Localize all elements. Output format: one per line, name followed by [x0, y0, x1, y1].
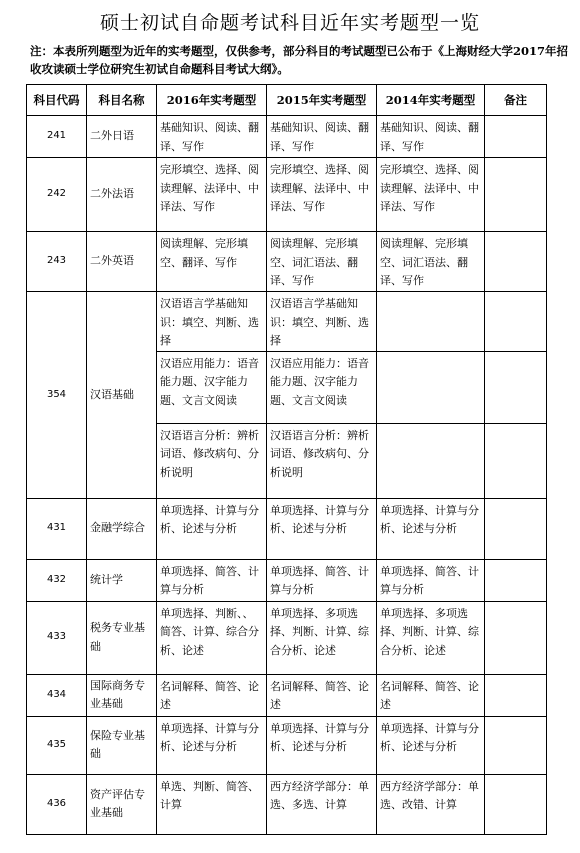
- cell-2016: 汉语应用能力：语音能力题、汉字能力题、文言文阅读: [157, 351, 267, 423]
- table-row: [27, 601, 547, 674]
- cell-remark: [485, 716, 547, 774]
- table-row: [27, 498, 547, 559]
- cell-remark: [485, 351, 547, 423]
- cell-name: 国际商务专业基础: [87, 674, 157, 716]
- cell-2016: 完形填空、选择、阅读理解、法译中、中译法、写作: [157, 158, 267, 232]
- cell-2016: 单项选择、简答、计算与分析: [157, 559, 267, 601]
- col-header-code: 科目代码: [27, 85, 87, 116]
- cell-2014: 基础知识、阅读、翻译、写作: [377, 116, 485, 158]
- cell-name: 汉语基础: [87, 292, 157, 499]
- table-row: [27, 774, 547, 834]
- cell-name: 统计学: [87, 559, 157, 601]
- cell-code: 435: [27, 716, 87, 774]
- cell-code: 242: [27, 158, 87, 232]
- cell-2015: 西方经济学部分：单选、多选、计算: [267, 774, 377, 834]
- cell-code: 243: [27, 232, 87, 292]
- cell-code: 436: [27, 774, 87, 834]
- cell-2014: 单项选择、简答、计算与分析: [377, 559, 485, 601]
- col-header-remark: 备注: [485, 85, 547, 116]
- cell-name: 二外日语: [87, 116, 157, 158]
- cell-name: 二外法语: [87, 158, 157, 232]
- cell-code: 354: [27, 292, 87, 499]
- cell-2015: 完形填空、选择、阅读理解、法译中、中译法、写作: [267, 158, 377, 232]
- cell-2015: 汉语应用能力：语音能力题、汉字能力题、文言文阅读: [267, 351, 377, 423]
- cell-remark: [485, 601, 547, 674]
- cell-2014: [377, 351, 485, 423]
- cell-2014: 西方经济学部分：单选、改错、计算: [377, 774, 485, 834]
- cell-2015: 单项选择、多项选择、判断、计算、综合分析、论述: [267, 601, 377, 674]
- cell-2015: 基础知识、阅读、翻译、写作: [267, 116, 377, 158]
- cell-remark: [485, 158, 547, 232]
- cell-2016: 汉语语言学基础知识：填空、判断、选择: [157, 292, 267, 352]
- page-title: 硕士初试自命题考试科目近年实考题型一览: [99, 12, 480, 34]
- table-row: [27, 158, 547, 232]
- cell-2016: 阅读理解、完形填空、翻译、写作: [157, 232, 267, 292]
- cell-name: 税务专业基础: [87, 601, 157, 674]
- col-header-2015: 2015年实考题型: [267, 85, 377, 116]
- table-row: [27, 674, 547, 716]
- cell-remark: [485, 423, 547, 498]
- cell-remark: [485, 559, 547, 601]
- cell-2014: 单项选择、多项选择、判断、计算、综合分析、论述: [377, 601, 485, 674]
- cell-2015: 汉语语言分析：辨析词语、修改病句、分析说明: [267, 423, 377, 498]
- cell-2015: 单项选择、简答、计算与分析: [267, 559, 377, 601]
- cell-2014: [377, 423, 485, 498]
- cell-2016: 单项选择、计算与分析、论述与分析: [157, 498, 267, 559]
- cell-remark: [485, 774, 547, 834]
- cell-remark: [485, 292, 547, 352]
- cell-code: 432: [27, 559, 87, 601]
- cell-2014: [377, 292, 485, 352]
- table-row: [27, 232, 547, 292]
- cell-name: 资产评估专业基础: [87, 774, 157, 834]
- cell-code: 434: [27, 674, 87, 716]
- cell-2014: 单项选择、计算与分析、论述与分析: [377, 498, 485, 559]
- cell-2015: 汉语语言学基础知识：填空、判断、选择: [267, 292, 377, 352]
- table-row: [27, 116, 547, 158]
- exam-table: [26, 84, 547, 835]
- cell-2016: 汉语语言分析：辨析词语、修改病句、分析说明: [157, 423, 267, 498]
- cell-2014: 阅读理解、完形填空、词汇语法、翻译、写作: [377, 232, 485, 292]
- cell-2016: 单项选择、判断、、简答、计算、综合分析、论述: [157, 601, 267, 674]
- col-header-2014: 2014年实考题型: [377, 85, 485, 116]
- col-header-2016: 2016年实考题型: [157, 85, 267, 116]
- cell-2015: 名词解释、简答、论述: [267, 674, 377, 716]
- cell-2015: 单项选择、计算与分析、论述与分析: [267, 498, 377, 559]
- cell-2016: 名词解释、简答、论述: [157, 674, 267, 716]
- cell-2016: 单项选择、计算与分析、论述与分析: [157, 716, 267, 774]
- cell-remark: [485, 232, 547, 292]
- cell-2015: 单项选择、计算与分析、论述与分析: [267, 716, 377, 774]
- col-header-name: 科目名称: [87, 85, 157, 116]
- table-row: [27, 716, 547, 774]
- header-row: [27, 85, 547, 116]
- cell-name: 保险专业基础: [87, 716, 157, 774]
- cell-2014: 单项选择、计算与分析、论述与分析: [377, 716, 485, 774]
- cell-name: 二外英语: [87, 232, 157, 292]
- cell-2014: 完形填空、选择、阅读理解、法译中、中译法、写作: [377, 158, 485, 232]
- cell-2016: 单选、判断、简答、计算: [157, 774, 267, 834]
- cell-remark: [485, 674, 547, 716]
- cell-remark: [485, 498, 547, 559]
- table-row: [27, 559, 547, 601]
- cell-2016: 基础知识、阅读、翻译、写作: [157, 116, 267, 158]
- note-text: 注：本表所列题型为近年的实考题型，仅供参考，部分科目的考试题型已公布于《上海财经大学2017年招收攻读硕士学位研究生初试自命题科目考试大纲》。: [30, 44, 569, 76]
- cell-code: 433: [27, 601, 87, 674]
- cell-2014: 名词解释、简答、论述: [377, 674, 485, 716]
- cell-remark: [485, 116, 547, 158]
- cell-2015: 阅读理解、完形填空、词汇语法、翻译、写作: [267, 232, 377, 292]
- cell-code: 241: [27, 116, 87, 158]
- table-row: [27, 292, 547, 352]
- cell-code: 431: [27, 498, 87, 559]
- cell-name: 金融学综合: [87, 498, 157, 559]
